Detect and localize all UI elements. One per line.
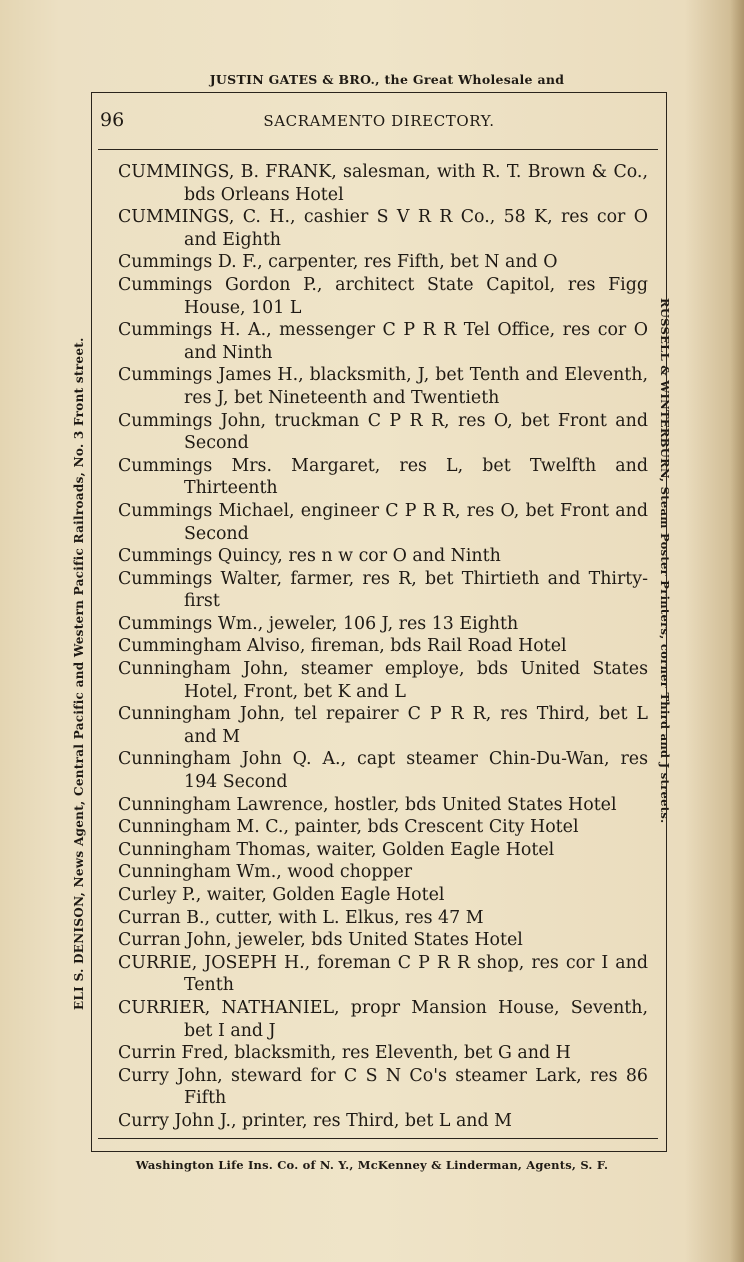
directory-entry: Currin Fred, blacksmith, res Eleventh, bet G and H — [118, 1043, 571, 1064]
directory-entry: Cummings Gordon P., architect State Capitol, res Figg House, 101 L — [118, 274, 648, 318]
directory-entry: Cunningham Lawrence, hostler, bds United States Hotel — [118, 794, 617, 815]
page-number: 96 — [100, 109, 125, 131]
directory-entry: Cunningham Thomas, waiter, Golden Eagle Hotel — [118, 839, 555, 860]
directory-entry: Cunningham John Q. A., capt steamer Chin-Du-Wan, res 194 Second — [118, 749, 648, 793]
directory-entry: CURRIE, JOSEPH H., foreman C P R R shop, res cor I and Tenth — [118, 952, 648, 996]
directory-entry: Cummings Quincy, res n w cor O and Ninth — [118, 546, 501, 567]
page-frame — [91, 92, 667, 1152]
left-margin-advertisement: ELI S. DENISON, News Agent, Central Pacific and Western Pacific Railroads, No. 3 Front street. — [72, 337, 86, 1010]
directory-entry: Cunningham M. C., painter, bds Crescent City Hotel — [118, 817, 579, 838]
directory-entry: Cunningham John, steamer employe, bds United States Hotel, Front, bet K and L — [118, 659, 648, 702]
page-edge-shadow — [730, 0, 744, 1262]
directory-entry: Cummings Wm., jeweler, 106 J, res 13 Eighth — [118, 613, 519, 634]
footer-rule — [98, 1138, 658, 1139]
top-advertisement: JUSTIN GATES & BRO., the Great Wholesale and — [209, 72, 565, 87]
directory-entry: Curley P., waiter, Golden Eagle Hotel — [118, 885, 445, 905]
directory-entry: Cummings Michael, engineer C P R R, res O, bet Front and Second — [118, 500, 648, 544]
bottom-advertisement: Washington Life Ins. Co. of N. Y., McKenney & Linderman, Agents, S. F. — [135, 1158, 609, 1172]
directory-entry: Curry John, steward for C S N Co's steamer Lark, res 86 Fifth — [118, 1065, 648, 1109]
directory-entry: Cummings H. A., messenger C P R R Tel Office, res cor O and Ninth — [118, 320, 648, 363]
directory-entry: Cummings James H., blacksmith, J, bet Tenth and Eleventh, res J, bet Nineteenth and Twentieth — [118, 365, 648, 408]
directory-entry: Curry John J., printer, res Third, bet L and M — [118, 1110, 512, 1131]
page-header — [92, 109, 666, 135]
header-rule — [98, 149, 658, 150]
directory-entry: Curran John, jeweler, bds United States Hotel — [118, 930, 523, 951]
running-title: SACRAMENTO DIRECTORY. — [263, 112, 495, 130]
directory-entries — [118, 161, 648, 1133]
directory-entry: Cummings John, truckman C P R R, res O, bet Front and Second — [118, 410, 648, 454]
right-margin-advertisement: RUSSELL & WINTERBURN, Steam Poster Printers, corner Third and J streets. — [658, 298, 672, 824]
directory-entry: Cummings Walter, farmer, res R, bet Thirtieth and Thirty-first — [118, 568, 648, 612]
directory-entry: CURRIER, NATHANIEL, propr Mansion House, Seventh, bet I and J — [118, 997, 648, 1041]
directory-entry: Curran B., cutter, with L. Elkus, res 47 M — [118, 907, 484, 928]
directory-entry: CUMMINGS, C. H., cashier S V R R Co., 58 K, res cor O and Eighth — [118, 207, 648, 250]
directory-entry: Cunningham Wm., wood chopper — [118, 862, 413, 883]
directory-entry: Cummings D. F., carpenter, res Fifth, bet N and O — [118, 252, 558, 273]
directory-entry: Cummings Mrs. Margaret, res L, bet Twelfth and Thirteenth — [118, 455, 648, 499]
directory-entry: Cunningham John, tel repairer C P R R, res Third, bet L and M — [118, 704, 648, 747]
directory-entry: Cummingham Alviso, fireman, bds Rail Road Hotel — [118, 636, 567, 657]
directory-entry: CUMMINGS, B. FRANK, salesman, with R. T. Brown & Co., bds Orleans Hotel — [118, 162, 648, 205]
